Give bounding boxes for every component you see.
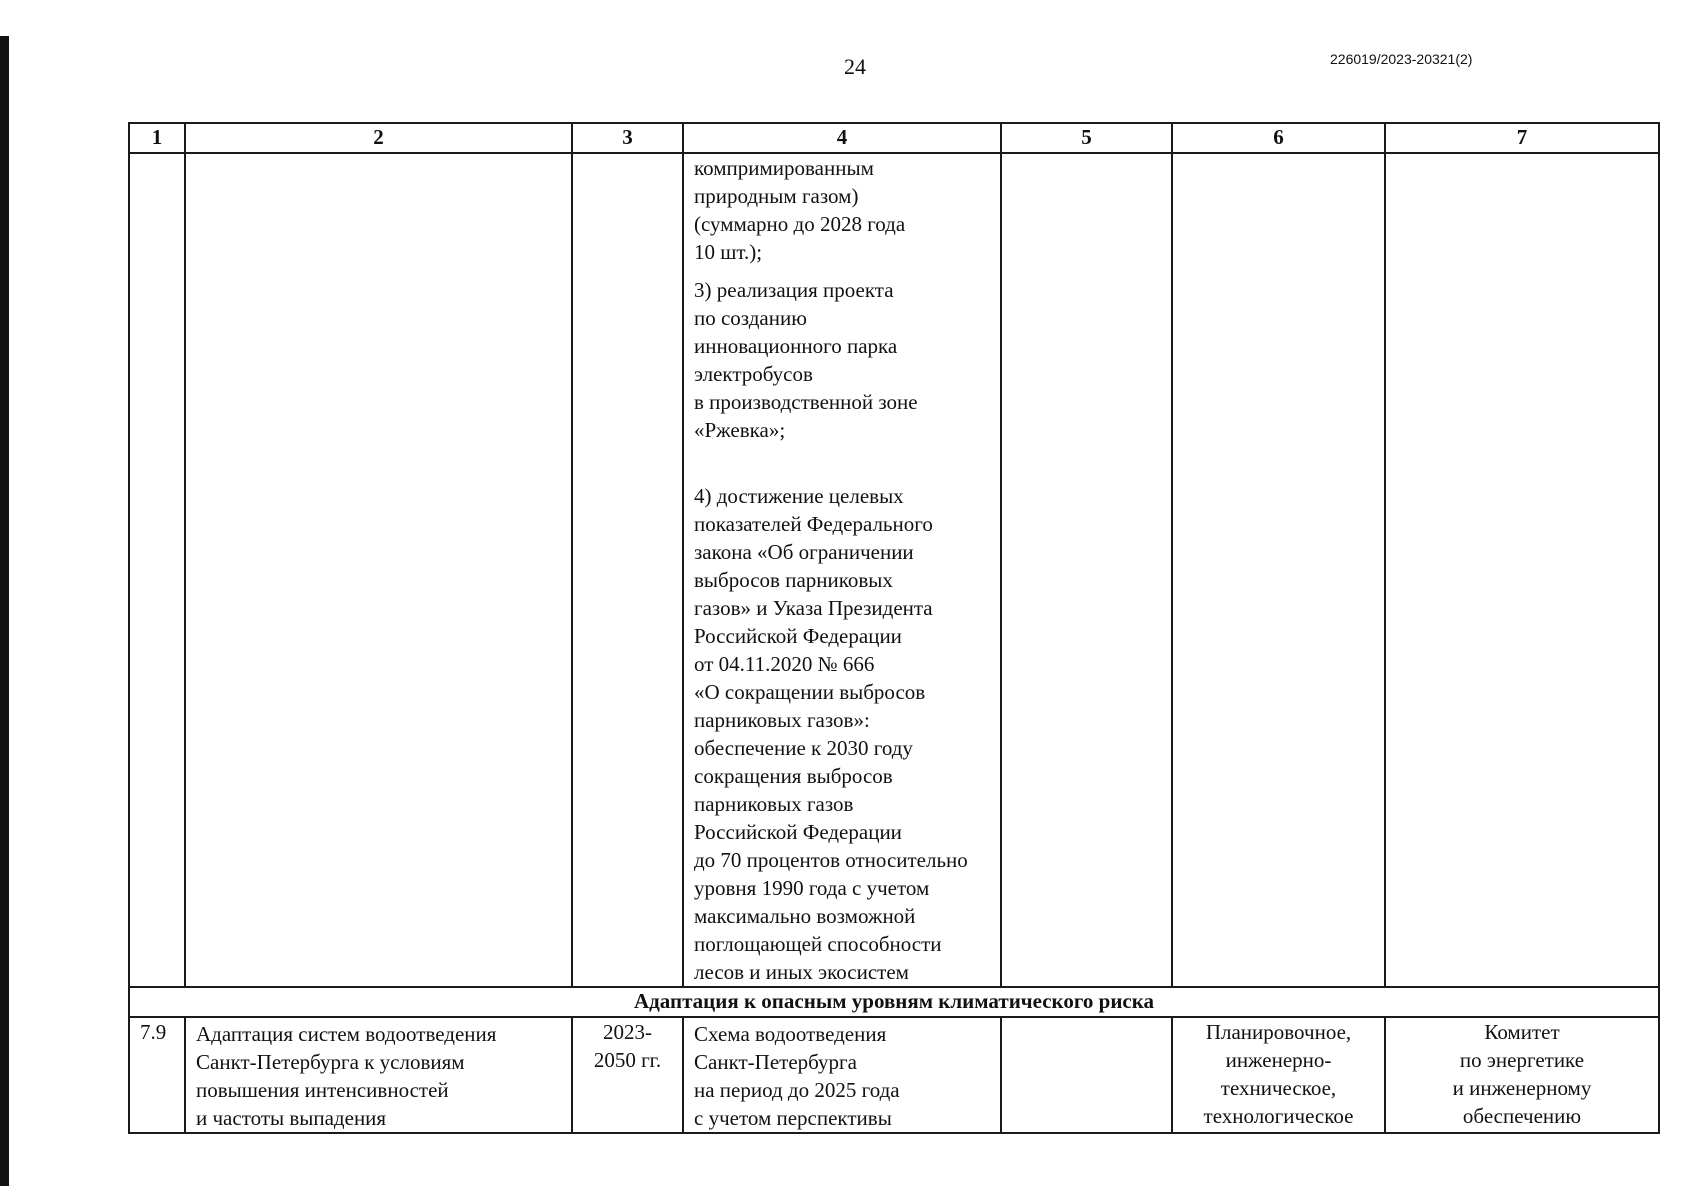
continued-col-3: [572, 153, 683, 987]
measure-type: Планировочное, инженерно- техническое, технологическое: [1172, 1017, 1385, 1133]
header-col-1: 1: [129, 123, 185, 153]
continued-col-2: [185, 153, 572, 987]
measures-table: [128, 122, 1660, 1134]
header-row: [129, 123, 1659, 153]
continued-col-5: [1001, 153, 1172, 987]
table-row-7-9: [129, 1017, 1659, 1133]
continued-col-7: [1385, 153, 1659, 987]
row-col-5: [1001, 1017, 1172, 1133]
measure-name: Адаптация систем водоотведения Санкт-Петербурга к условиям повышения интенсивностей и частоты выпадения: [185, 1017, 572, 1133]
header-col-2: 2: [185, 123, 572, 153]
header-col-6: 6: [1172, 123, 1385, 153]
responsible-executor: Комитет по энергетике и инженерному обеспечению: [1385, 1017, 1659, 1133]
paragraph-electrobus-park: 3) реализация проекта по созданию инновационного парка электробусов в производственной зоне «Ржевка»;: [694, 278, 918, 442]
paragraph-gas-vehicles: компримированным природным газом) (суммарно до 2028 года 10 шт.);: [694, 156, 906, 264]
basis-document: Схема водоотведения Санкт-Петербурга на период до 2025 года с учетом перспективы: [683, 1017, 1001, 1133]
continued-col-4: [683, 153, 1001, 987]
continued-row: [129, 153, 1659, 987]
row-number: 7.9: [129, 1017, 185, 1133]
continued-col-1: [129, 153, 185, 987]
header-col-7: 7: [1385, 123, 1659, 153]
section-title: Адаптация к опасным уровням климатического риска: [129, 987, 1659, 1017]
header-col-5: 5: [1001, 123, 1172, 153]
header-col-3: 3: [572, 123, 683, 153]
implementation-period: 2023- 2050 гг.: [572, 1017, 683, 1133]
continued-col-6: [1172, 153, 1385, 987]
document-id: 226019/2023-20321(2): [1330, 51, 1473, 67]
page-number: 24: [844, 54, 866, 79]
section-row: [129, 987, 1659, 1017]
scan-edge: [0, 36, 9, 1186]
header-col-4: 4: [683, 123, 1001, 153]
paragraph-emission-targets: 4) достижение целевых показателей Федерального закона «Об ограничении выбросов парниковых газов» и Указа Президента Российской Федерации от 04.11.2020 № 666 «О сокращении выбросов парниковых газов»: обеспечение к 2030 году сокращения выбросов парниковых газов Российской Федерации до 70 процентов относительно уровня 1990 года с учетом максимально возможной поглощающей способности лесов и иных экосистем: [694, 484, 968, 984]
